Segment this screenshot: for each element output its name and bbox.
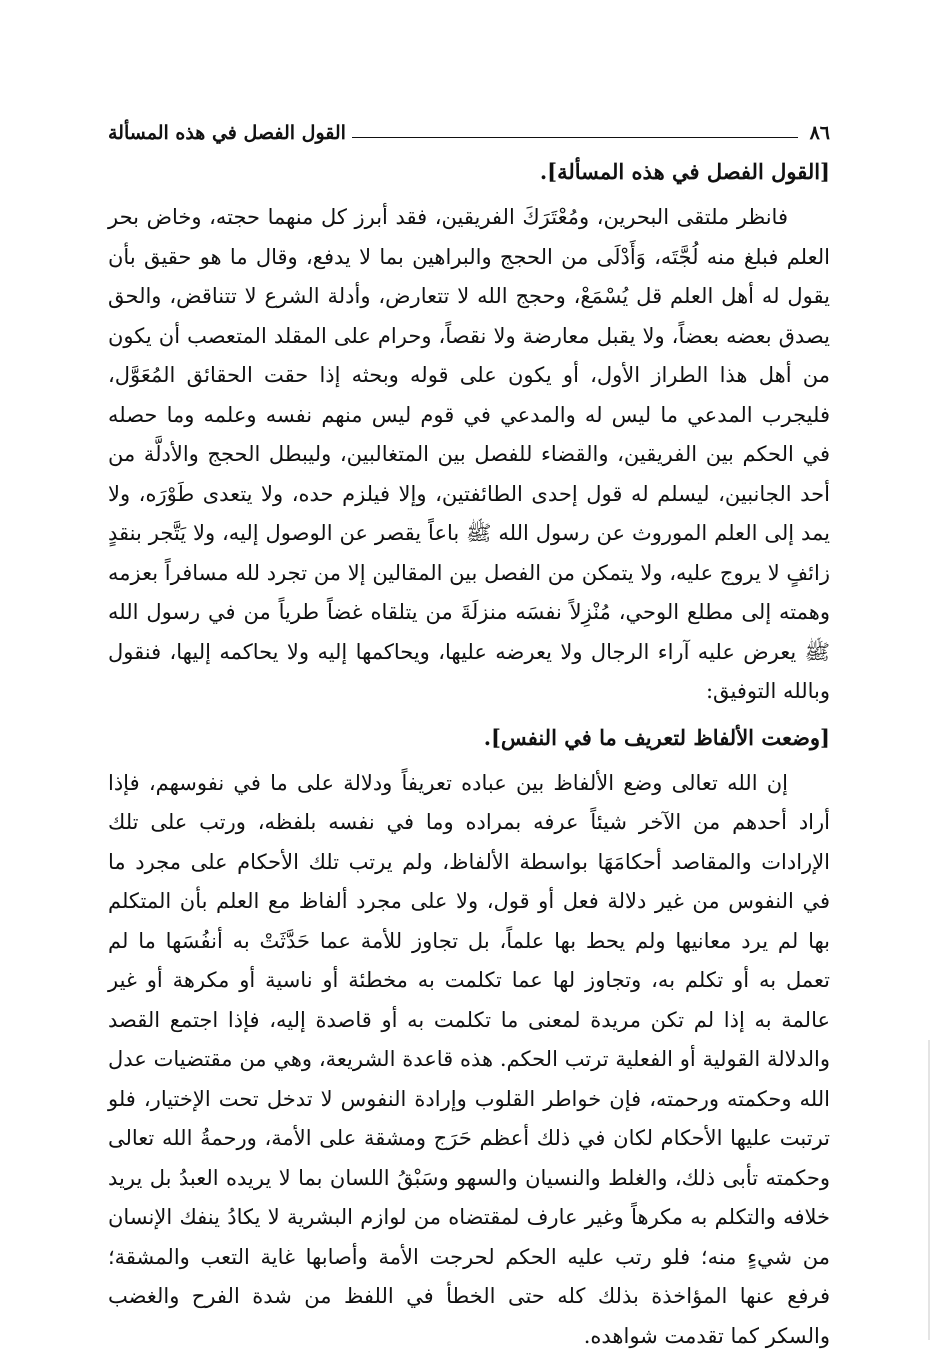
page-number: ٨٦ (809, 122, 830, 144)
running-title: القول الفصل في هذه المسألة (108, 122, 346, 144)
page-body (108, 152, 830, 1356)
body-paragraph-1: فانظر ملتقى البحرين، ومُعْتَرَكَ الفريقين، فقد أبرز كل منهما حجته، وخاض بحر العلم فبلغ منه لُجَّتَه، وَأَدْلَى من الحجج والبراهين بما لا يدفع، وقال ما هو حقيق بأن يقول له أهل العلم قل يُسْمَعْ، وحجج الله لا تتعارض، وأدلة الشرع لا تتناقض، والحق يصدق بعضه بعضاً، ولا يقبل معارضة ولا نقصاً، وحرام على المقلد المتعصب أن يكون من أهل هذا الطراز الأول، أو يكون على قوله وبحثه إذا حقت الحقائق المُعَوَّل، فليجرب المدعي ما ليس له والمدعي في قوم ليس منهم نفسه وعلمه وما حصله في الحكم بين الفريقين، والقضاء للفصل بين المتغالبين، وليبطل الحجج والأدلَّة من أحد الجانبين، ليسلم له قول إحدى الطائفتين، وإلا فيلزم حده، ولا يتعدى طَوْرَه، ولا يمد إلى العلم الموروث عن رسول الله ﷺ باعاً يقصر عن الوصول إليه، ولا يَتَّجر بنقدٍ زائفٍ لا يروج عليه، ولا يتمكن من الفصل بين المقالين إلا من تجرد لله مسافراً بعزمه وهمته إلى مطلع الوحي، مُنْزِلاً نفسَه منزلَةَ من يتلقاه غضاً طرياً من في رسول الله ﷺ يعرض عليه آراء الرجال ولا يعرضه عليها، ويحاكمها إليه ولا يحاكمه إليها، فنقول وبالله التوفيق: (108, 205, 830, 703)
scan-edge-shadow (928, 1040, 930, 1340)
body-paragraph-2: إن الله تعالى وضع الألفاظ بين عباده تعريفاً ودلالة على ما في نفوسهم، فإذا أراد أحدهم من الآخر شيئاً عرفه بمراده وما في نفسه بلفظه، ورتب على تلك الإرادات والمقاصد أحكامَهَا بواسطة الألفاظ، ولم يرتب تلك الأحكام على مجرد ما في النفوس من غير دلالة فعل أو قول، ولا على مجرد ألفاظ مع العلم بأن المتكلم بها لم يرد معانيها ولم يحط بها علماً، بل تجاوز للأمة عما حَدَّثَتْ به أنفُسَها ما لم تعمل به أو تكلم به، وتجاوز لها عما تكلمت به مخطئة أو ناسية أو مكرهة أو غير عالمة به إذا لم تكن مريدة لمعنى ما تكلمت به أو قاصدة إليه، فإذا اجتمع القصد والدلالة القولية أو الفعلية ترتب الحكم. هذه قاعدة الشريعة، وهي من مقتضيات عدل الله وحكمته ورحمته، فإن خواطر القلوب وإرادة النفوس لا تدخل تحت الإختيار، فلو ترتبت عليها الأحكام لكان في ذلك أعظم حَرَج ومشقة على الأمة، ورحمةُ الله تعالى وحكمته تأبى ذلك، والغلط والنسيان والسهو وسَبْقُ اللسان بما لا يريده العبدُ بل يريد خلافه والتكلم به مكرهاً وغير عارف لمقتضاه من لوازم البشرية لا يكادُ ينفك الإنسان من شيءٍ منه؛ فلو رتب عليه الحكم لحرجت الأمة وأصابها غاية التعب والمشقة؛ فرفع عنها المؤاخذة بذلك كله حتى الخطأ في اللفظ من شدة الفرح والغضب والسكر كما تقدمت شواهده. (108, 770, 830, 1348)
header-rule (352, 137, 798, 138)
running-header (108, 112, 830, 144)
section-heading-final-word: [القول الفصل في هذه المسألة]. (539, 159, 830, 184)
section-heading-words-for-meaning: [وضعت الألفاظ لتعريف ما في النفس]. (483, 724, 830, 750)
